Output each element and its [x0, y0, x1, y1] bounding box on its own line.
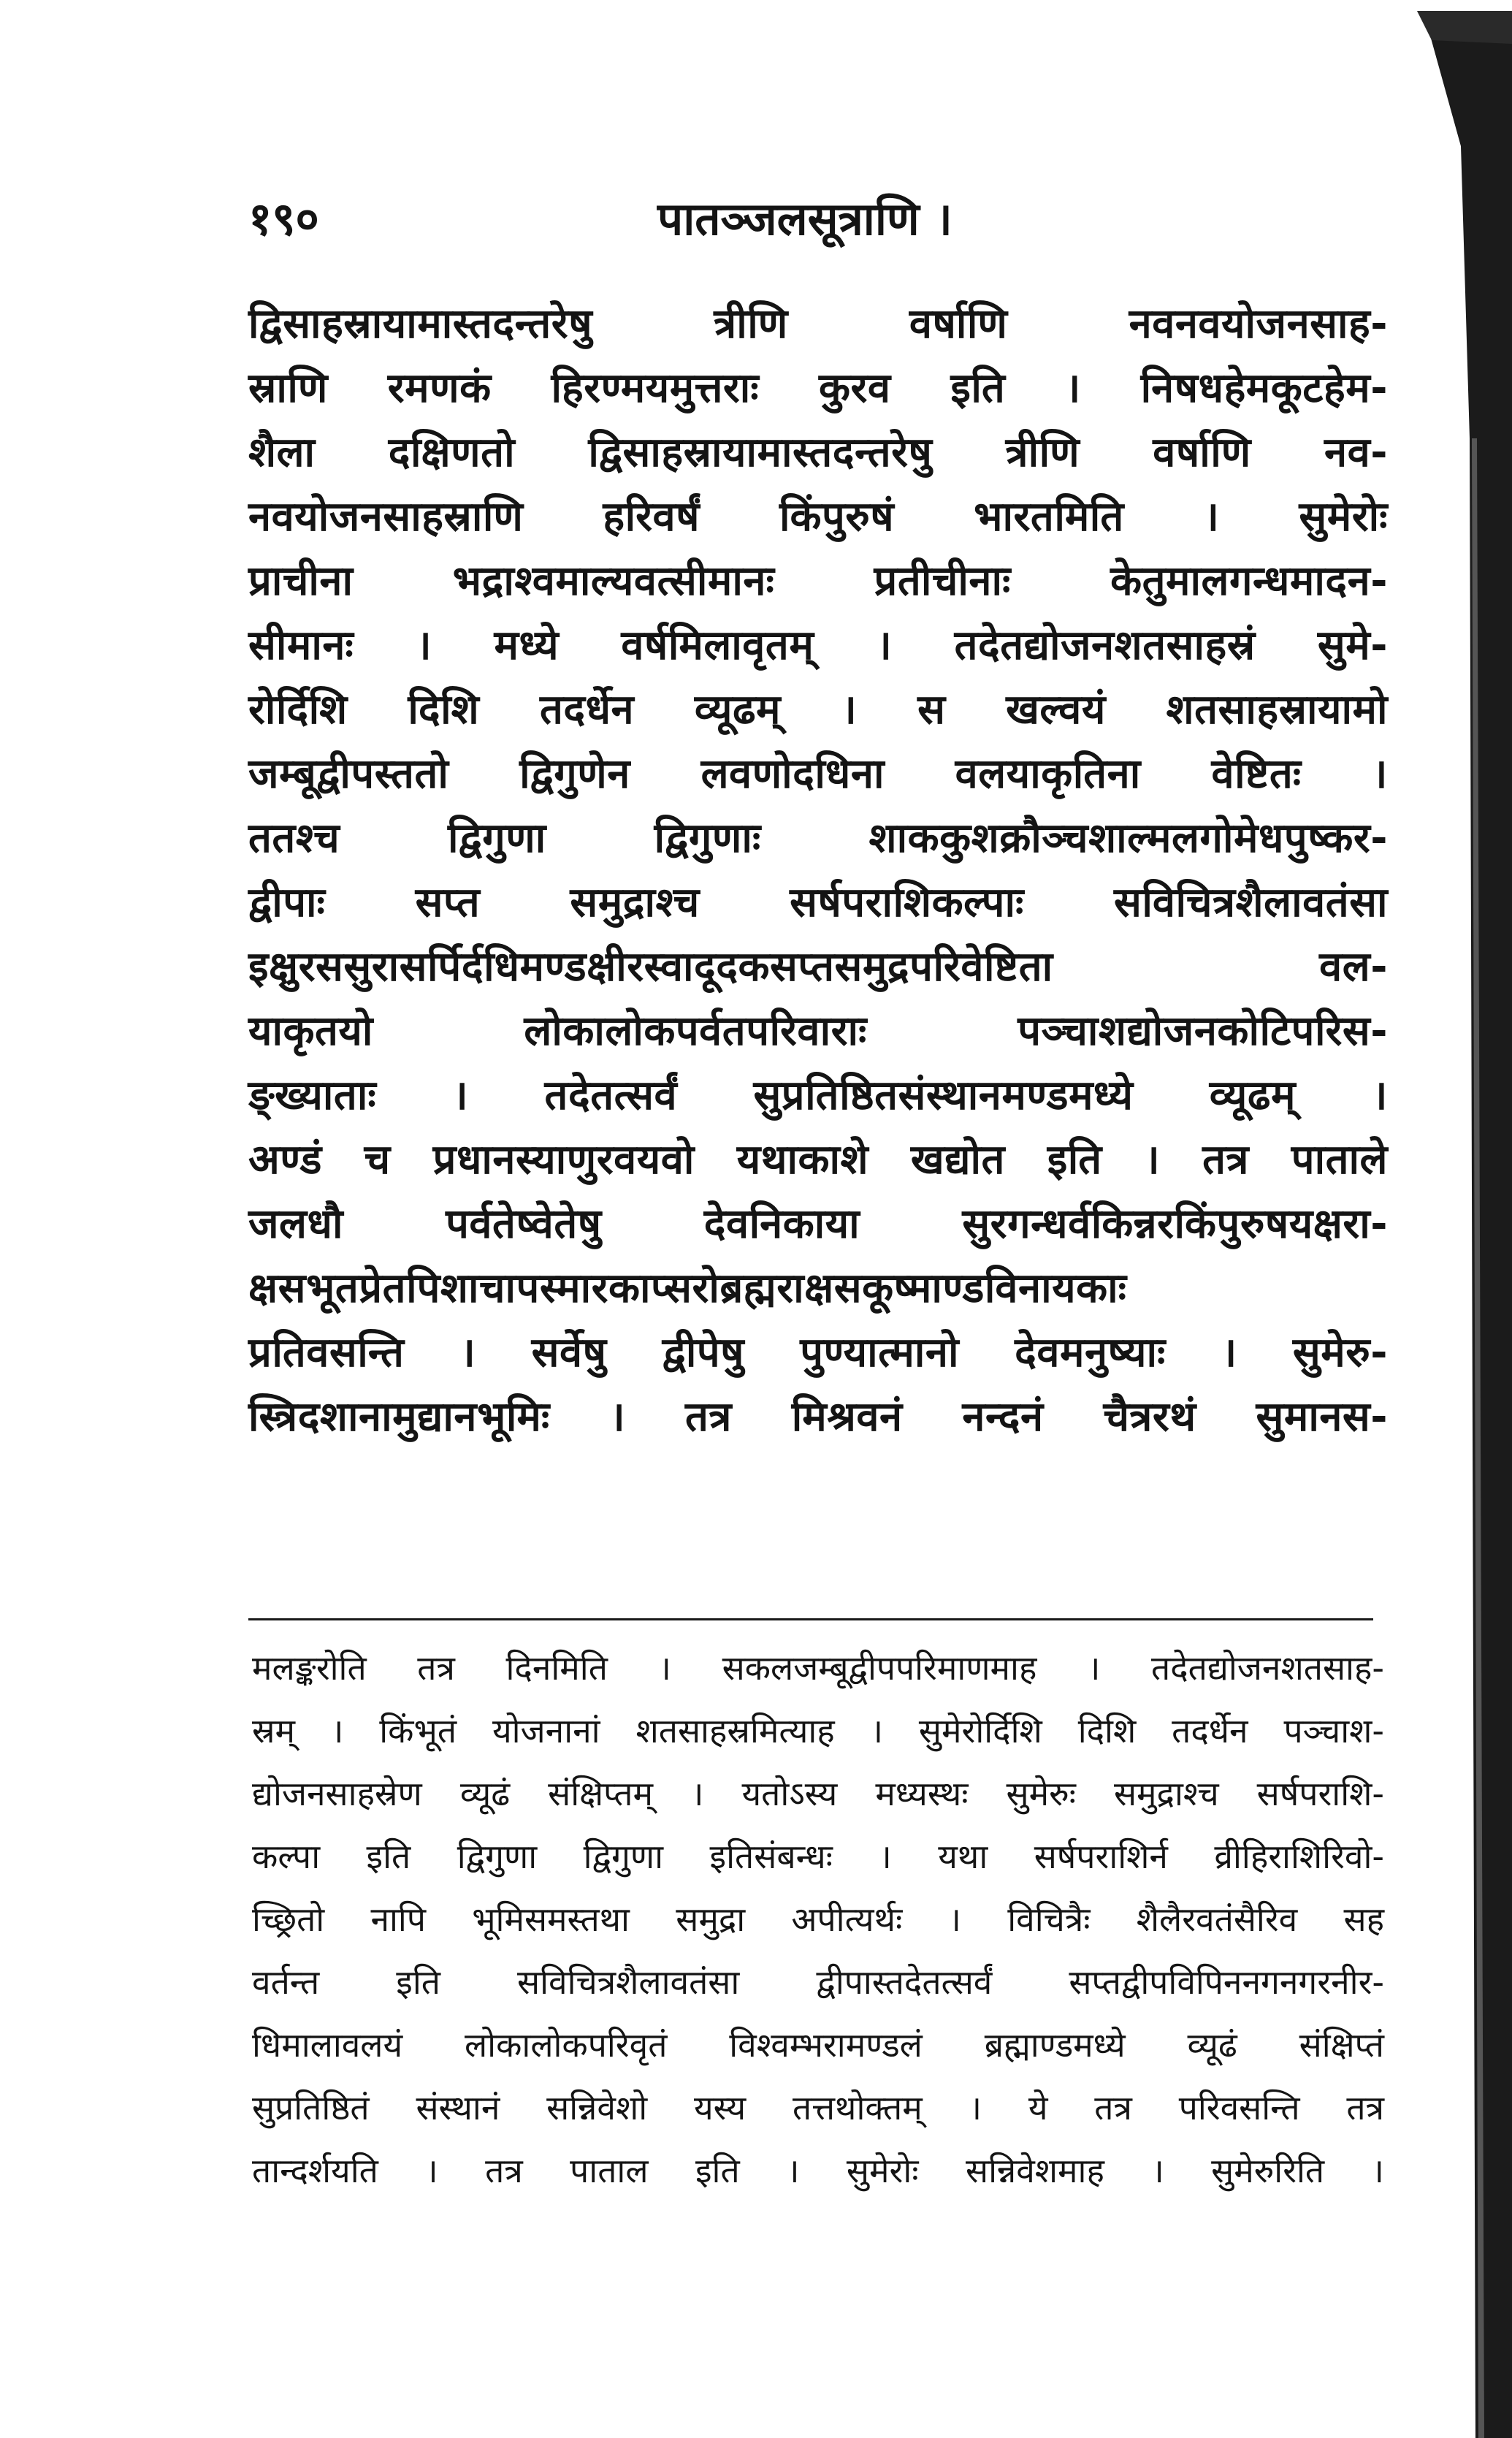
text-line: शैला दक्षिणतो द्विसाहस्रायामास्तदन्तरेषु त्रीणि वर्षाणि नव- [248, 429, 1388, 476]
commentary-line: वर्तन्त इति सविचित्रशैलावतंसा द्वीपास्तदेतत्सर्वं सप्तद्वीपविपिननगनगरनीर- [252, 1962, 1384, 2002]
text-line: अण्डं च प्रधानस्याणुरवयवो यथाकाशे खद्योत इति । तत्र पाताले [248, 1136, 1388, 1184]
commentary-line: मलङ्करोति तत्र दिनमिति । सकलजम्बूद्वीपपरिमाणमाह । तदेतद्योजनशतसाह- [252, 1648, 1384, 1688]
text-line: नवयोजनसाहस्राणि हरिवर्षं किंपुरुषं भारतमिति । सुमेरोः [248, 493, 1388, 541]
text-line: जम्बूद्वीपस्ततो द्विगुणेन लवणोदधिना वलयाकृतिना वेष्टितः । [248, 750, 1388, 798]
text-line: इक्षुरससुरासर्पिर्दधिमण्डक्षीरस्वादूदकसप्तसमुद्रपरिवेष्टिता वल- [248, 943, 1388, 991]
text-line: सीमानः । मध्ये वर्षमिलावृतम् । तदेतद्योजनशतसाहस्रं सुमे- [248, 622, 1388, 669]
text-line: द्विसाहस्रायामास्तदन्तरेषु त्रीणि वर्षाणि नवनवयोजनसाह- [248, 300, 1388, 348]
binding-shadow-icon [1402, 0, 1512, 2438]
commentary-line: कल्पा इति द्विगुणा द्विगुणा इतिसंबन्धः । यथा सर्षपराशिर्न व्रीहिराशिरिवो- [252, 1837, 1384, 1876]
page-header [248, 186, 1388, 252]
commentary-line: द्योजनसाहस्रेण व्यूढं संक्षिप्तम् । यतोऽस्य मध्यस्थः सुमेरुः समुद्राश्च सर्षपराशि- [252, 1774, 1384, 1813]
text-line: जलधौ पर्वतेष्वेतेषु देवनिकाया सुरगन्धर्वकिन्नरकिंपुरुषयक्षरा- [248, 1200, 1388, 1248]
footnote-divider [248, 1618, 1373, 1620]
commentary-line: धिमालावलयं लोकालोकपरिवृतं विश्वम्भरामण्डलं ब्रह्माण्डमध्ये व्यूढं संक्षिप्तं [252, 2025, 1384, 2065]
text-line: द्वीपाः सप्त समुद्राश्च सर्षपराशिकल्पाः सविचित्रशैलावतंसा [248, 879, 1388, 926]
commentary-line: च्छ्रितो नापि भूमिसमस्तथा समुद्रा अपीत्यर्थः । विचित्रैः शैलैरवतंसैरिव सह [252, 1900, 1384, 1939]
commentary-line: सुप्रतिष्ठितं संस्थानं सन्निवेशो यस्य तत्तथोक्तम् । ये तत्र परिवसन्ति तत्र [252, 2088, 1384, 2127]
sutra-bhashya-text [248, 292, 1388, 1450]
page-number: १९० [248, 192, 319, 245]
text-line: प्राचीना भद्राश्वमाल्यवत्सीमानः प्रतीचीनाः केतुमालगन्धमादन- [248, 557, 1388, 605]
text-line: क्षसभूतप्रेतपिशाचापस्मारकाप्सरोब्रह्मराक्षसकूष्माण्डविनायकाः [248, 1265, 1127, 1312]
text-line: प्रतिवसन्ति । सर्वेषु द्वीपेषु पुण्यात्मानो देवमनुष्याः । सुमेरु- [248, 1329, 1388, 1376]
text-line: रोर्दिशि दिशि तदर्धेन व्यूढम् । स खल्वयं शतसाहस्रायामो [248, 686, 1388, 734]
commentary-text [252, 1637, 1384, 2202]
text-line: याकृतयो लोकालोकपर्वतपरिवाराः पञ्चाशद्योजनकोटिपरिस- [248, 1007, 1388, 1055]
binding-edge [1402, 0, 1512, 2438]
text-line: स्त्रिदशानामुद्यानभूमिः । तत्र मिश्रवनं नन्दनं चैत्ररथं सुमानस- [248, 1393, 1388, 1441]
running-title: पातञ्जलसूत्राणि । [657, 192, 952, 245]
text-line: स्राणि रमणकं हिरण्मयमुत्तराः कुरव इति । निषधहेमकूटहेम- [248, 365, 1388, 412]
text-line: ङ्ख्याताः । तदेतत्सर्वं सुप्रतिष्ठितसंस्थानमण्डमध्ये व्यूढम् । [248, 1072, 1388, 1119]
commentary-line: स्रम् । किंभूतं योजनानां शतसाहस्रमित्याह । सुमेरोर्दिशि दिशि तदर्धेन पञ्चाश- [252, 1711, 1384, 1751]
commentary-line: तान्दर्शयति । तत्र पाताल इति । सुमेरोः सन्निवेशमाह । सुमेरुरिति । [252, 2151, 1384, 2190]
text-line: ततश्च द्विगुणा द्विगुणाः शाककुशक्रौञ्चशाल्मलगोमेधपुष्कर- [248, 815, 1388, 862]
